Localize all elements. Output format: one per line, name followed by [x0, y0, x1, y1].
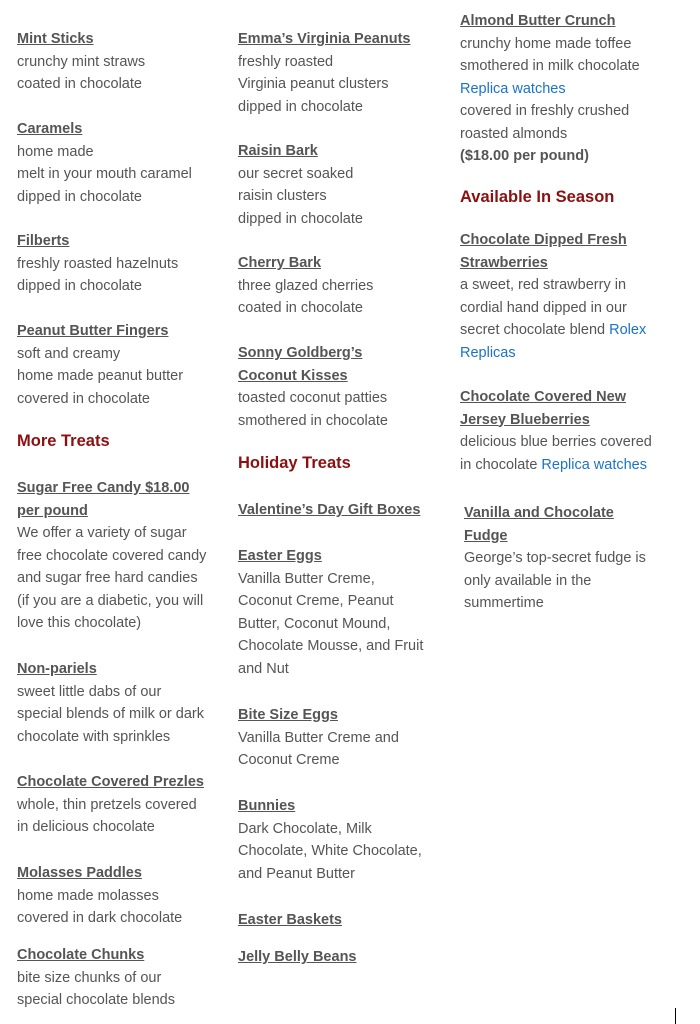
- product-mint-sticks: [17, 28, 227, 96]
- fudge-desc-2: only available in the: [464, 572, 592, 589]
- raisin-bark-desc-2: raisin clusters: [238, 188, 327, 204]
- caramels-desc-2: melt in your mouth caramel: [17, 166, 192, 182]
- coconut-kisses-desc-1: toasted coconut patties: [238, 390, 388, 406]
- blueberries-desc-1: delicious blue berries covered: [460, 434, 652, 450]
- blueberries-desc-2-text: in chocolate: [460, 456, 542, 473]
- product-covered-blueberries: [460, 386, 675, 476]
- product-cherry-bark: [238, 252, 448, 320]
- easter-eggs-desc-1: Vanilla Butter Creme,: [238, 570, 375, 587]
- cherry-bark-desc-2: coated in chocolate: [238, 300, 363, 316]
- product-sugar-free-candy: [17, 477, 227, 635]
- bite-size-eggs-title[interactable]: Bite Size Eggs: [238, 707, 338, 723]
- sugar-free-candy-desc-5: love this chocolate): [17, 615, 142, 631]
- chocolate-chunks-desc-1: bite size chunks of our: [17, 969, 162, 986]
- strawberries-title-2[interactable]: Strawberries: [460, 254, 548, 271]
- bunnies-title[interactable]: Bunnies: [238, 798, 296, 814]
- blueberries-title-1[interactable]: Chocolate Covered New: [460, 389, 626, 405]
- cherry-bark-title[interactable]: Cherry Bark: [238, 255, 322, 271]
- more-treats-heading: More Treats: [17, 432, 110, 450]
- non-pariels-desc-3: chocolate with sprinkles: [17, 728, 171, 745]
- product-almond-butter-crunch: [460, 10, 675, 168]
- easter-baskets-title[interactable]: Easter Baskets: [238, 912, 342, 928]
- product-sonny-goldbergs-coconut-kisses: [238, 342, 448, 432]
- caramels-desc-1: home made: [17, 143, 94, 160]
- product-non-pariels: [17, 658, 227, 748]
- peanut-butter-fingers-desc-1: soft and creamy: [17, 345, 121, 362]
- strawberries-desc-3: [460, 319, 675, 342]
- strawberries-link-line: [460, 342, 675, 365]
- replicas-link[interactable]: Replicas: [460, 344, 516, 361]
- product-vanilla-chocolate-fudge: [464, 502, 674, 615]
- rolex-link[interactable]: Rolex: [609, 322, 647, 338]
- peanut-butter-fingers-desc-3: covered in chocolate: [17, 390, 150, 407]
- chocolate-covered-pretzels-title[interactable]: Chocolate Covered Prezles: [17, 774, 204, 790]
- easter-eggs-desc-3: Butter, Coconut Mound,: [238, 615, 391, 632]
- almond-butter-crunch-desc-2: smothered in milk chocolate: [460, 58, 640, 74]
- easter-eggs-title[interactable]: Easter Eggs: [238, 548, 322, 564]
- fudge-title-2[interactable]: Fudge: [464, 527, 508, 544]
- filberts-desc-2: dipped in chocolate: [17, 278, 142, 294]
- fudge-title-1[interactable]: Vanilla and Chocolate: [464, 505, 614, 521]
- product-peanut-butter-fingers: [17, 320, 227, 410]
- product-emmas-virginia-peanuts: [238, 28, 448, 118]
- mint-sticks-desc-1: crunchy mint straws: [17, 53, 146, 70]
- sugar-free-candy-desc-4: (if you are a diabetic, you will: [17, 592, 204, 609]
- product-easter-eggs: [238, 545, 448, 680]
- molasses-paddles-desc-1: home made molasses: [17, 887, 159, 904]
- product-raisin-bark: [238, 140, 448, 230]
- sugar-free-candy-desc-3: and sugar free hard candies: [17, 570, 198, 586]
- mint-sticks-title[interactable]: Mint Sticks: [17, 31, 94, 47]
- bunnies-desc-3: and Peanut Butter: [238, 865, 355, 882]
- emmas-virginia-peanuts-desc-1: freshly roasted: [238, 53, 334, 70]
- product-molasses-paddles: [17, 862, 227, 930]
- blueberries-desc-2: [460, 454, 675, 477]
- non-pariels-desc-1: sweet little dabs of our: [17, 683, 162, 700]
- available-in-season-heading: Available In Season: [460, 188, 615, 206]
- bunnies-desc-2: Chocolate, White Chocolate,: [238, 843, 422, 859]
- molasses-paddles-desc-2: covered in dark chocolate: [17, 910, 183, 926]
- caramels-title[interactable]: Caramels: [17, 121, 83, 137]
- strawberries-title-1[interactable]: Chocolate Dipped Fresh: [460, 232, 627, 248]
- emmas-virginia-peanuts-desc-2: Virginia peanut clusters: [238, 76, 389, 92]
- replica-watches-link[interactable]: Replica watches: [460, 80, 566, 97]
- easter-eggs-desc-2: Coconut Creme, Peanut: [238, 593, 394, 609]
- chocolate-chunks-title[interactable]: Chocolate Chunks: [17, 947, 145, 963]
- bite-size-eggs-desc-1: Vanilla Butter Creme and: [238, 729, 399, 746]
- caramels-desc-3: dipped in chocolate: [17, 188, 142, 205]
- emmas-virginia-peanuts-title[interactable]: Emma’s Virginia Peanuts: [238, 31, 411, 47]
- raisin-bark-desc-1: our secret soaked: [238, 165, 354, 182]
- sugar-free-candy-desc-2: free chocolate covered candy: [17, 547, 207, 564]
- emmas-virginia-peanuts-desc-3: dipped in chocolate: [238, 98, 363, 115]
- non-pariels-title[interactable]: Non-pariels: [17, 661, 97, 677]
- product-chocolate-covered-pretzels: [17, 771, 227, 839]
- easter-eggs-desc-5: and Nut: [238, 660, 289, 677]
- easter-eggs-desc-4: Chocolate Mousse, and Fruit: [238, 638, 424, 654]
- peanut-butter-fingers-desc-2: home made peanut butter: [17, 368, 184, 384]
- almond-butter-crunch-desc-3: covered in freshly crushed: [460, 103, 630, 119]
- coconut-kisses-desc-2: smothered in chocolate: [238, 412, 388, 429]
- product-filberts: [17, 230, 227, 298]
- product-easter-baskets: [238, 909, 448, 932]
- blueberries-replica-watches-link[interactable]: Replica watches: [541, 456, 647, 473]
- sugar-free-candy-title-1[interactable]: Sugar Free Candy $18.00: [17, 480, 190, 496]
- almond-butter-crunch-price: ($18.00 per pound): [460, 148, 589, 164]
- almond-butter-crunch-desc-1: crunchy home made toffee: [460, 35, 632, 52]
- filberts-title[interactable]: Filberts: [17, 233, 70, 249]
- coconut-kisses-title-2[interactable]: Coconut Kisses: [238, 367, 348, 384]
- non-pariels-desc-2: special blends of milk or dark: [17, 706, 204, 722]
- sugar-free-candy-desc-1: We offer a variety of sugar: [17, 525, 187, 541]
- mint-sticks-desc-2: coated in chocolate: [17, 76, 142, 92]
- strawberries-desc-2: cordial hand dipped in our: [460, 299, 627, 316]
- molasses-paddles-title[interactable]: Molasses Paddles: [17, 865, 142, 881]
- raisin-bark-title[interactable]: Raisin Bark: [238, 143, 318, 159]
- almond-butter-crunch-title[interactable]: Almond Butter Crunch: [460, 13, 616, 29]
- coconut-kisses-title-1[interactable]: Sonny Goldberg’s: [238, 345, 363, 361]
- product-jelly-belly-beans: [238, 946, 448, 969]
- sugar-free-candy-title-2[interactable]: per pound: [17, 502, 88, 519]
- product-bunnies: [238, 795, 448, 885]
- product-chocolate-chunks: [17, 944, 227, 1012]
- cherry-bark-desc-1: three glazed cherries: [238, 277, 374, 294]
- raisin-bark-desc-3: dipped in chocolate: [238, 210, 363, 227]
- jelly-belly-beans-title[interactable]: Jelly Belly Beans: [238, 949, 357, 965]
- valentines-gift-boxes-title[interactable]: Valentine’s Day Gift Boxes: [238, 502, 421, 518]
- bite-size-eggs-desc-2: Coconut Creme: [238, 752, 340, 768]
- almond-butter-crunch-desc-4: roasted almonds: [460, 125, 568, 142]
- bunnies-desc-1: Dark Chocolate, Milk: [238, 820, 372, 837]
- fudge-desc-1: George’s top-secret fudge is: [464, 550, 646, 566]
- product-caramels: [17, 118, 227, 208]
- fudge-desc-3: summertime: [464, 595, 544, 611]
- product-valentines-gift-boxes: [238, 499, 453, 522]
- chocolate-chunks-desc-2: special chocolate blends: [17, 992, 175, 1008]
- text-cursor: [675, 1008, 676, 1024]
- blueberries-title-2[interactable]: Jersey Blueberries: [460, 411, 590, 428]
- product-chocolate-dipped-strawberries: [460, 229, 675, 364]
- product-bite-size-eggs: [238, 704, 448, 772]
- chocolate-covered-pretzels-desc-1: whole, thin pretzels covered: [17, 796, 197, 813]
- almond-butter-crunch-link-line: [460, 78, 675, 101]
- filberts-desc-1: freshly roasted hazelnuts: [17, 255, 179, 272]
- strawberries-desc-3-text: secret chocolate blend: [460, 322, 610, 338]
- chocolate-covered-pretzels-desc-2: in delicious chocolate: [17, 819, 155, 835]
- holiday-treats-heading: Holiday Treats: [238, 454, 351, 472]
- strawberries-desc-1: a sweet, red strawberry in: [460, 277, 627, 293]
- peanut-butter-fingers-title[interactable]: Peanut Butter Fingers: [17, 323, 169, 339]
